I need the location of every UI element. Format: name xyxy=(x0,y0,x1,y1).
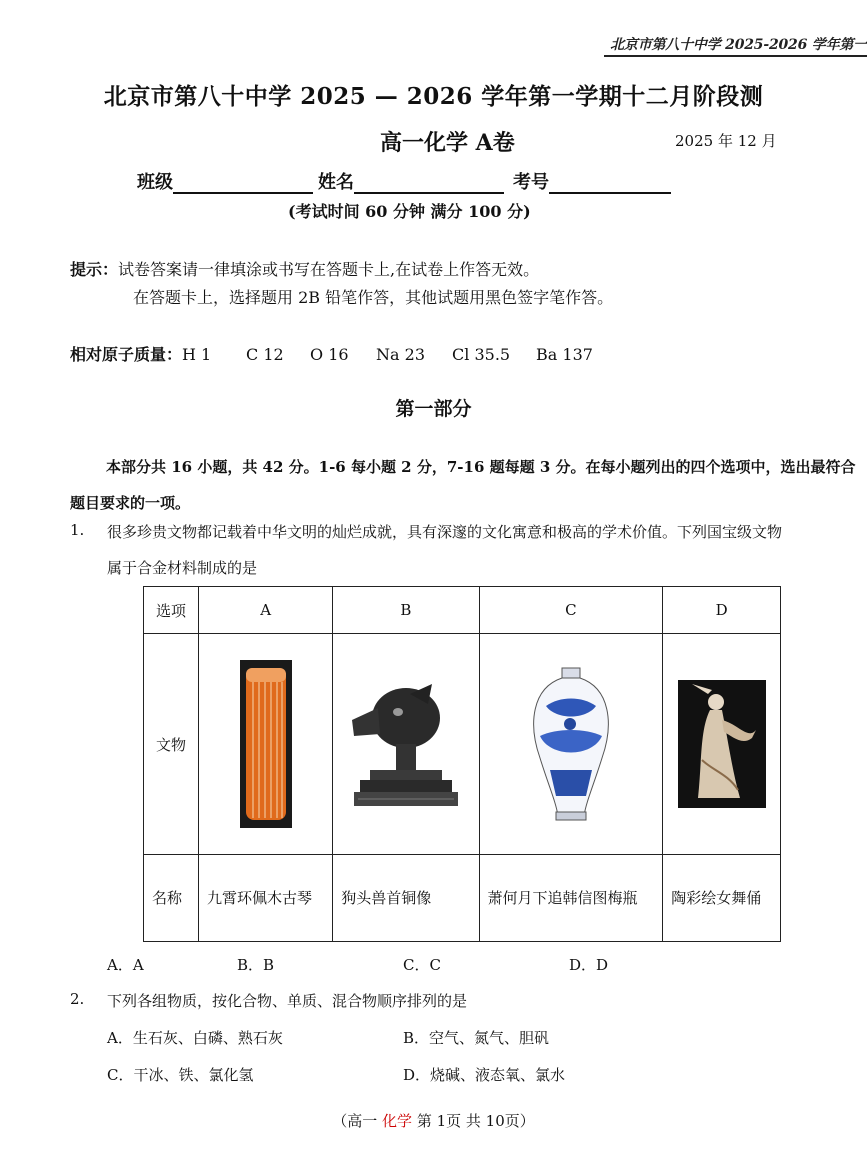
atomic-mass-o: O 16 xyxy=(310,345,349,364)
q1-number: 1. xyxy=(70,521,85,539)
col-c-header: C xyxy=(479,587,663,634)
q2-option-c[interactable]: C．干冰、铁、氯化氢 xyxy=(107,1066,254,1084)
table-row-header xyxy=(144,587,781,634)
class-blank[interactable] xyxy=(173,174,313,194)
col-d-header: D xyxy=(663,587,781,634)
q2-stem: 下列各组物质，按化合物、单质、混合物顺序排列的是 xyxy=(107,992,468,1010)
name-b: 狗头兽首铜像 xyxy=(333,855,479,942)
tips-line-1 xyxy=(70,257,539,280)
atomic-mass-cl: Cl 35.5 xyxy=(452,345,511,364)
name-blank[interactable] xyxy=(354,174,504,194)
tips-line-2: 在答题卡上，选择题用 2B 铅笔作答，其他试题用黑色签字笔作答。 xyxy=(133,288,614,307)
dancer-figurine-image xyxy=(663,634,781,855)
q1-stem-line-2: 属于合金材料制成的是 xyxy=(107,559,258,577)
exam-subtitle: 高一化学 A卷 xyxy=(380,130,515,156)
col-a-header: A xyxy=(199,587,333,634)
q1-option-a[interactable]: A．A xyxy=(107,956,144,974)
exam-date: 2025 年 12 月 xyxy=(675,132,777,150)
atomic-mass-line xyxy=(70,342,593,365)
q2-option-d[interactable]: D．烧碱、液态氧、氯水 xyxy=(403,1066,566,1084)
atomic-mass-label: 相对原子质量： xyxy=(70,345,183,364)
exam-no-blank[interactable] xyxy=(549,174,671,194)
class-field xyxy=(137,168,313,194)
exam-title: 北京市第八十中学 2025 — 2026 学年第一学期十二月阶段测 xyxy=(103,83,764,110)
artifact-table xyxy=(143,586,781,942)
exam-no-field xyxy=(513,168,671,194)
atomic-mass-ba: Ba 137 xyxy=(536,345,593,364)
atomic-mass-h: H 1 xyxy=(182,345,212,364)
header-label-cell: 选项 xyxy=(144,587,199,634)
q1-stem-line-1: 很多珍贵文物都记载着中华文明的灿烂成就，具有深邃的文化寓意和极高的学术价值。下列国宝级文物 xyxy=(107,523,783,541)
name-d: 陶彩绘女舞俑 xyxy=(663,855,781,942)
running-header: 北京市第八十中学 2025-2026 学年第一 xyxy=(604,34,867,57)
name-label: 姓名 xyxy=(318,172,354,193)
footer-pre: （高一 xyxy=(332,1112,378,1130)
q1-option-c[interactable]: C．C xyxy=(403,956,441,974)
q2-option-b[interactable]: B．空气、氮气、胆矾 xyxy=(403,1029,550,1047)
atomic-mass-na: Na 23 xyxy=(376,345,425,364)
section-intro: 本部分共 16 小题，共 42 分。1-6 每小题 2 分，7-16 题每题 3 分。在每小题列出的四个选项中，选出最符合题目要求的一项。 xyxy=(70,458,856,512)
table-row-artifacts xyxy=(144,634,781,855)
atomic-mass-c: C 12 xyxy=(246,345,284,364)
name-label-cell: 名称 xyxy=(144,855,199,942)
class-label: 班级 xyxy=(137,172,173,193)
name-c: 萧何月下追韩信图梅瓶 xyxy=(479,855,663,942)
section-title: 第一部分 xyxy=(395,398,472,420)
exam-no-label: 考号 xyxy=(513,172,549,193)
name-field xyxy=(318,168,504,194)
q1-option-b[interactable]: B．B xyxy=(237,956,275,974)
name-a: 九霄环佩木古琴 xyxy=(199,855,333,942)
q1-option-d[interactable]: D．D xyxy=(569,956,609,974)
dog-head-bronze-image xyxy=(333,634,479,855)
tips-label: 提示： xyxy=(70,260,119,279)
page-footer xyxy=(0,1110,867,1131)
q2-option-a[interactable]: A．生石灰、白磷、熟石灰 xyxy=(107,1029,283,1047)
exam-info: (考试时间 60 分钟 满分 100 分) xyxy=(288,202,531,221)
artifact-label-cell: 文物 xyxy=(144,634,199,855)
guqin-image xyxy=(199,634,333,855)
col-b-header: B xyxy=(333,587,479,634)
meiping-vase-image xyxy=(479,634,663,855)
table-row-names xyxy=(144,855,781,942)
q2-number: 2. xyxy=(70,990,85,1008)
footer-subject: 化学 xyxy=(382,1112,413,1130)
tips-text-1: 试卷答案请一律填涂或书写在答题卡上,在试卷上作答无效。 xyxy=(118,260,540,279)
footer-page: 第 1页 共 10页） xyxy=(416,1112,535,1130)
